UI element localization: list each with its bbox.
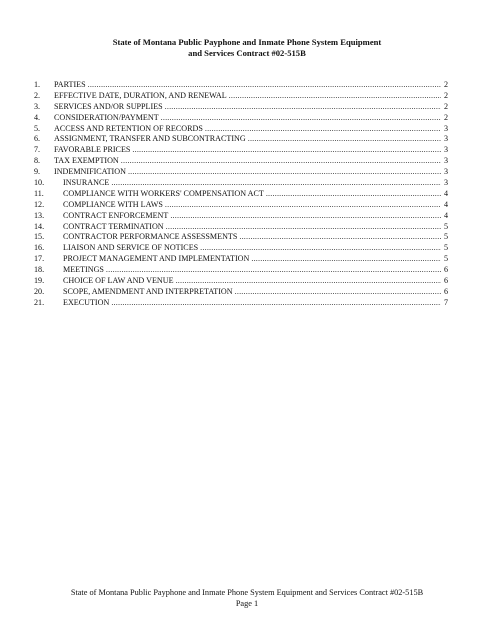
toc-entry-page: 6: [443, 265, 448, 275]
toc-entry-page: 3: [443, 156, 448, 166]
toc-entry[interactable]: [34, 189, 448, 200]
toc-entry-label: SCOPE, AMENDMENT AND INTERPRETATION: [63, 286, 233, 296]
toc-entry-page: 7: [443, 297, 448, 307]
toc-entry-label: PROJECT MANAGEMENT AND IMPLEMENTATION: [63, 254, 250, 264]
toc-entry[interactable]: [34, 232, 448, 243]
toc-entry-page: 4: [443, 210, 448, 220]
dot-leader: [165, 102, 441, 113]
toc-entry-page: 3: [443, 178, 448, 188]
toc-entry-page: 2: [443, 112, 448, 122]
toc-entry-label: ASSIGNMENT, TRANSFER AND SUBCONTRACTING: [54, 134, 246, 144]
toc-entry-page: 6: [443, 286, 448, 296]
toc-entry-number: 7.: [34, 145, 41, 155]
toc-entry[interactable]: [34, 211, 448, 222]
toc-entry-number: 17.: [34, 254, 45, 264]
toc-entry-page: 5: [443, 221, 448, 231]
toc-entry-page: 4: [443, 188, 448, 198]
toc-entry[interactable]: [34, 113, 448, 124]
toc-entry-label: CHOICE OF LAW AND VENUE: [63, 276, 174, 286]
dot-leader: [229, 91, 441, 102]
toc-entry[interactable]: [34, 178, 448, 189]
dot-leader: [166, 222, 441, 233]
toc-entry-label: ACCESS AND RETENTION OF RECORDS: [54, 123, 203, 133]
dot-leader: [132, 145, 441, 156]
toc-entry-page: 2: [443, 80, 448, 89]
toc-entry-page: 2: [443, 101, 448, 111]
toc-entry-label: LIAISON AND SERVICE OF NOTICES: [63, 243, 199, 253]
dot-leader: [239, 232, 441, 243]
toc-entry-number: 15.: [34, 232, 45, 242]
toc-entry-label: EFFECTIVE DATE, DURATION, AND RENEWAL: [54, 90, 227, 100]
toc-entry[interactable]: [34, 200, 448, 211]
toc-entry-number: 1.: [34, 80, 41, 89]
toc-entry-number: 3.: [34, 101, 41, 111]
toc-entry[interactable]: [34, 265, 448, 276]
toc-entry-label: TAX EXEMPTION: [54, 156, 119, 166]
title-line-1: State of Montana Public Payphone and Inmate Phone System Equipment: [112, 37, 382, 47]
toc-entry-number: 4.: [34, 112, 41, 122]
dot-leader: [176, 276, 441, 287]
toc-entry-page: 6: [443, 276, 448, 286]
toc-entry-number: 16.: [34, 243, 45, 253]
page-footer: [0, 587, 494, 609]
toc-entry-number: 14.: [34, 221, 45, 231]
toc-entry-number: 13.: [34, 210, 45, 220]
toc-entry-page: 5: [443, 254, 448, 264]
toc-entry-page: 3: [443, 134, 448, 144]
toc-entry-label: MEETINGS: [63, 265, 104, 275]
dot-leader: [161, 113, 441, 124]
toc-entry-number: 11.: [34, 188, 44, 198]
toc-entry[interactable]: [34, 91, 448, 102]
toc-entry-number: 8.: [34, 156, 41, 166]
toc-entry-number: 12.: [34, 199, 45, 209]
toc-entry-label: INDEMNIFICATION: [54, 167, 126, 177]
toc-entry[interactable]: [34, 222, 448, 233]
toc-entry-page: 3: [443, 167, 448, 177]
dot-leader: [251, 254, 441, 265]
toc-entry[interactable]: [34, 145, 448, 156]
toc-entry-label: PARTIES: [54, 80, 86, 89]
dot-leader: [165, 200, 441, 211]
toc-entry-number: 2.: [34, 90, 41, 100]
dot-leader: [128, 167, 441, 178]
toc-entry-number: 19.: [34, 276, 45, 286]
dot-leader: [106, 265, 441, 276]
toc-entry-label: COMPLIANCE WITH WORKERS' COMPENSATION ACT: [63, 188, 264, 198]
toc-entry-page: 3: [443, 123, 448, 133]
dot-leader: [235, 287, 441, 298]
toc-entry-label: CONTRACT TERMINATION: [63, 221, 164, 231]
toc-entry-page: 3: [443, 145, 448, 155]
toc-entry[interactable]: [34, 243, 448, 254]
toc-entry-label: CONTRACT ENFORCEMENT: [63, 210, 169, 220]
toc-entry-number: 9.: [34, 167, 41, 177]
footer-page-number: Page 1: [235, 599, 259, 608]
toc-entry-number: 10.: [34, 178, 45, 188]
footer-title: State of Montana Public Payphone and Inmate Phone System Equipment and Services Contract #02-515B: [70, 588, 424, 597]
dot-leader: [121, 156, 441, 167]
toc-entry[interactable]: [34, 254, 448, 265]
toc-entry-label: INSURANCE: [63, 178, 110, 188]
toc-entry[interactable]: [34, 167, 448, 178]
toc-entry[interactable]: [34, 102, 448, 113]
dot-leader: [248, 134, 441, 145]
toc-entry-label: CONTRACTOR PERFORMANCE ASSESSMENTS: [63, 232, 238, 242]
toc-entry[interactable]: [34, 124, 448, 135]
dot-leader: [200, 243, 441, 254]
toc-entry-page: 5: [443, 232, 448, 242]
toc-entry-label: SERVICES AND/OR SUPPLIES: [54, 101, 163, 111]
toc-entry-label: CONSIDERATION/PAYMENT: [54, 112, 159, 122]
toc-entry[interactable]: [34, 298, 448, 309]
toc-entry-label: FAVORABLE PRICES: [54, 145, 131, 155]
toc-entry-number: 21.: [34, 297, 45, 307]
toc-entry-page: 2: [443, 90, 448, 100]
dot-leader: [88, 80, 441, 91]
toc-entry-page: 4: [443, 199, 448, 209]
dot-leader: [111, 298, 441, 309]
title-line-2: and Services Contract #02-515B: [188, 48, 306, 58]
toc-entry-label: COMPLIANCE WITH LAWS: [63, 199, 163, 209]
toc-entry[interactable]: [34, 276, 448, 287]
toc-entry[interactable]: [34, 156, 448, 167]
toc-entry[interactable]: [34, 80, 448, 91]
toc-entry-number: 5.: [34, 123, 41, 133]
toc-entry-number: 20.: [34, 286, 45, 296]
toc-entry-number: 6.: [34, 134, 41, 144]
table-of-contents: [34, 80, 448, 309]
dot-leader: [111, 178, 441, 189]
dot-leader: [170, 211, 441, 222]
toc-entry-label: EXECUTION: [63, 297, 110, 307]
dot-leader: [205, 124, 441, 135]
toc-entry-number: 18.: [34, 265, 45, 275]
document-title: [0, 37, 494, 59]
dot-leader: [266, 189, 441, 200]
toc-entry[interactable]: [34, 287, 448, 298]
toc-entry[interactable]: [34, 134, 448, 145]
toc-entry-page: 5: [443, 243, 448, 253]
